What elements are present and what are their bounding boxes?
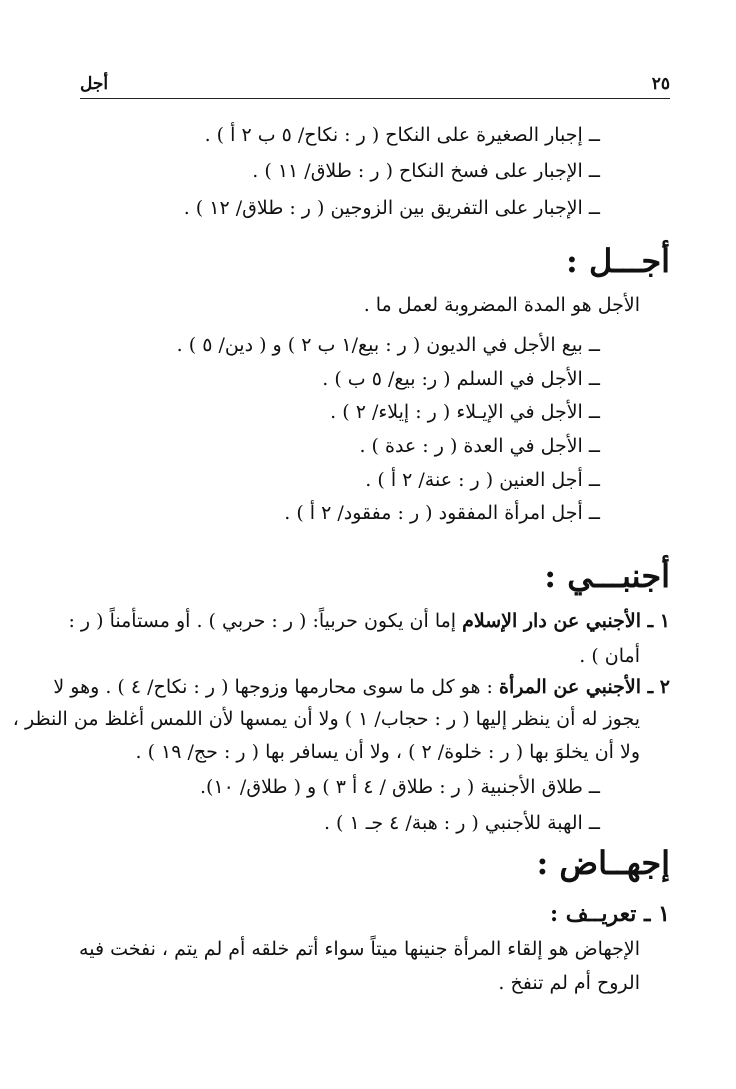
page-number: ٢٥: [651, 74, 670, 94]
intro-item: ــ إجبار الصغيرة على النكاح ( ر : نكاح/ ٥ ب ٢ أ ) .: [204, 124, 600, 146]
ajnabi-item: ــ الهبة للأجنبي ( ر : هبة/ ٤ جـ ١ ) .: [323, 812, 600, 834]
ajal-item: ــ الأجل في الإيـلاء ( ر : إيلاء/ ٢ ) .: [330, 401, 600, 423]
ajnabi-p2-lead: ٢ ـ الأجنبي عن المرأة: [499, 676, 670, 698]
ajnabi-p1-lead: ١ ـ الأجنبي عن دار الإسلام: [462, 610, 670, 632]
entry-heading-ajnabi: أجنبـــي :: [544, 557, 670, 595]
ajnabi-paragraph-1-line-2: أمان ) .: [579, 645, 640, 667]
intro-item: ــ الإجبار على التفريق بين الزوجين ( ر : طلاق/ ١٢ ) .: [183, 197, 600, 219]
ajnabi-paragraph-2-line-2: يجوز له أن ينظر إليها ( ر : حجاب/ ١ ) ولا أن يمسها لأن اللمس أغلظ من النظر ،: [12, 708, 640, 730]
ajal-definition: الأجل هو المدة المضروبة لعمل ما .: [363, 294, 640, 316]
intro-item: ــ الإجبار على فسخ النكاح ( ر : طلاق/ ١١ ) .: [252, 160, 600, 182]
ajnabi-paragraph-1-line-1: [68, 606, 670, 636]
page-header: [80, 72, 670, 99]
ajal-item: ــ أجل العنين ( ر : عنة/ ٢ أ ) .: [365, 469, 600, 491]
ijhad-definition-line-1: الإجهاض هو إلقاء المرأة جنينها ميتاً سواء أتم خلقه أم لم يتم ، نفخت فيه: [79, 938, 640, 960]
ajal-item: ــ الأجل في العدة ( ر : عدة ) .: [359, 435, 600, 457]
ajnabi-p2-text: : هو كل ما سوى محارمها وزوجها ( ر : نكاح/ ٤ ) . وهو لا: [53, 676, 500, 698]
ajnabi-paragraph-2-line-3: ولا أن يخلوَ بها ( ر : خلوة/ ٢ ) ، ولا أن يسافر بها ( ر : حج/ ١٩ ) .: [135, 741, 640, 763]
ijhad-subheading: ١ ـ تعريــف :: [549, 901, 670, 927]
ijhad-definition-line-2: الروح أم لم تنفخ .: [498, 972, 640, 994]
ajal-item: ــ بيع الأجل في الديون ( ر : بيع/١ ب ٢ ) و ( دين/ ٥ ) .: [176, 334, 600, 356]
ajal-item: ــ أجل امرأة المفقود ( ر : مفقود/ ٢ أ ) .: [284, 502, 600, 524]
ajnabi-item: ــ طلاق الأجنبية ( ر : طلاق / ٤ أ ٣ ) و ( طلاق/ ١٠).: [200, 776, 600, 798]
ajnabi-p1-text: إما أن يكون حربياً: ( ر : حربي ) . أو مستأمناً ( ر :: [68, 610, 463, 632]
ajnabi-paragraph-2-line-1: [53, 672, 670, 702]
ajal-item: ــ الأجل في السلم ( ر: بيع/ ٥ ب ) .: [322, 368, 600, 390]
entry-heading-ijhad: إجهــاض :: [536, 844, 670, 882]
running-title: أجل: [80, 74, 109, 94]
entry-heading-ajal: أجـــل :: [566, 242, 670, 280]
